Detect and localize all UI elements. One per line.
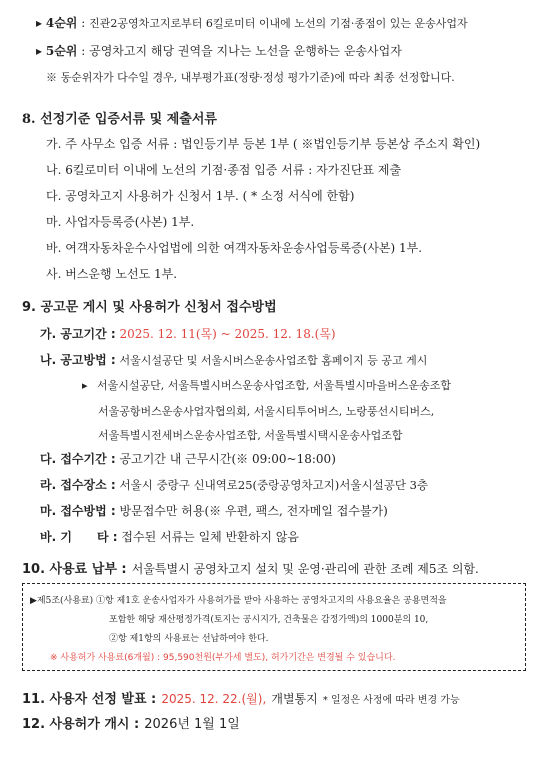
sec8-item: 나. 6킬로미터 이내에 노선의 기점·종점 입증 서류 : 자가진단표 제출 xyxy=(46,163,402,177)
section10-title: 10. 사용료 납부 : xyxy=(22,562,127,577)
notice-method-value: 서울시설공단 및 서울시버스운송사업조합 홈페이지 등 공고 게시 xyxy=(119,354,428,367)
rank4-line xyxy=(36,14,468,31)
notice-period-value: 2025. 12. 11(목) ~ 2025. 12. 18.(목) xyxy=(119,327,336,341)
bullet-icon: ▸ xyxy=(36,16,43,30)
fee-regulation-box xyxy=(22,583,526,671)
receipt-period-value: 공고기간 내 근무시간(※ 09:00~18:00) xyxy=(119,452,336,466)
sec8-item: 가. 주 사무소 입증 서류 : 법인등기부 등본 1부 ( ※법인등기부 등본상 주소지 확인) xyxy=(46,137,481,151)
org-line xyxy=(82,377,451,393)
section12-title: 12. 사용허가 개시 : xyxy=(22,717,140,732)
fee-rule-line: 포함한 해당 재산평정가격(토지는 공시지가, 건축물은 감정가액)의 1000분의 10, xyxy=(109,615,429,625)
section11-row xyxy=(22,688,460,707)
section11-title: 11. 사용자 선정 발표 : xyxy=(22,692,157,707)
org-line: 서울공항버스운송사업자협의회, 서울시티투어버스, 노랑풍선시티버스, xyxy=(98,405,435,418)
notice-method-row xyxy=(40,351,427,368)
section8-title: 8. 선정기준 입증서류 및 제출서류 xyxy=(22,112,217,127)
rank-note: ※ 동순위자가 다수일 경우, 내부평가표(정량·정성 평가기준)에 따라 최종 선정합니다. xyxy=(46,71,455,84)
fee-amount-note: ※ 사용허가 사용료(6개월) : 95,590천원(부가세 별도), 허가기간은 변경될 수 있습니다. xyxy=(50,653,396,663)
section10-row xyxy=(22,558,479,577)
sec8-item: 다. 공영차고지 사용허가 신청서 1부. ( * 소정 서식에 한함) xyxy=(46,189,355,203)
rank5-line xyxy=(36,42,402,59)
notice-period-row xyxy=(40,325,336,342)
rank4-sep: : xyxy=(81,16,86,30)
receipt-method-row xyxy=(40,502,388,519)
etc-row xyxy=(40,528,299,545)
rank4-text: 진관2공영차고지로부터 6킬로미터 이내에 노선의 기점·종점이 있는 운송사업자 xyxy=(89,17,468,30)
bullet-icon: ▸ xyxy=(36,44,43,58)
rank5-sep: : xyxy=(81,44,86,58)
section12-row xyxy=(22,713,240,732)
receipt-place-row xyxy=(40,476,428,493)
receipt-method-label: 마. 접수방법 : xyxy=(40,504,116,518)
receipt-period-label: 다. 접수기간 : xyxy=(40,452,116,466)
fee-rule-line: ▶제5조(사용료) ①항 제1호 운송사업자가 사용허가를 받아 사용하는 공영차고지의 사용요율은 공용면적을 xyxy=(30,596,447,606)
rank5-label: 5순위 xyxy=(45,44,78,58)
rank5-text: 공영차고지 해당 권역을 지나는 노선을 운행하는 운송사업자 xyxy=(89,44,402,58)
receipt-period-row xyxy=(40,450,336,467)
notice-method-label: 나. 공고방법 : xyxy=(40,353,116,367)
notice-period-label: 가. 공고기간 : xyxy=(40,327,116,341)
announce-date: 2025. 12. 22.(월), xyxy=(161,692,267,706)
permit-start-date: 2026년 1월 1일 xyxy=(144,717,240,732)
bullet-icon: ▸ xyxy=(82,379,88,392)
fee-rule-line: ②항 제1항의 사용료는 선납하여야 한다. xyxy=(109,634,269,644)
etc-value: 접수된 서류는 일체 반환하지 않음 xyxy=(121,530,299,544)
section10-text: 서울특별시 공영차고지 설치 및 운영·관리에 관한 조례 제5조 의함. xyxy=(131,562,479,576)
org-text: 서울시설공단, 서울특별시버스운송사업조합, 서울특별시마을버스운송조합 xyxy=(97,379,452,392)
receipt-method-value: 방문접수만 허용(※ 우편, 팩스, 전자메일 접수불가) xyxy=(119,504,388,518)
announce-notice: 개별통지 xyxy=(271,692,318,706)
org-line: 서울특별시전세버스운송사업조합, 서울특별시택시운송사업조합 xyxy=(98,429,403,442)
receipt-place-label: 라. 접수장소 : xyxy=(40,478,116,492)
section9-title: 9. 공고문 게시 및 사용허가 신청서 접수방법 xyxy=(22,300,277,315)
announce-note: * 일정은 사정에 따라 변경 가능 xyxy=(322,695,460,706)
sec8-item: 사. 버스운행 노선도 1부. xyxy=(46,267,178,281)
etc-label: 바. 기 타 : xyxy=(40,530,118,544)
sec8-item: 바. 여객자동차운수사업법에 의한 여객자동차운송사업등록증(사본) 1부. xyxy=(46,241,423,255)
receipt-place-value: 서울시 중랑구 신내역로25(중랑공영차고지)서울시설공단 3층 xyxy=(119,478,429,492)
rank4-label: 4순위 xyxy=(45,16,78,30)
sec8-item: 마. 사업자등록증(사본) 1부. xyxy=(46,215,195,229)
